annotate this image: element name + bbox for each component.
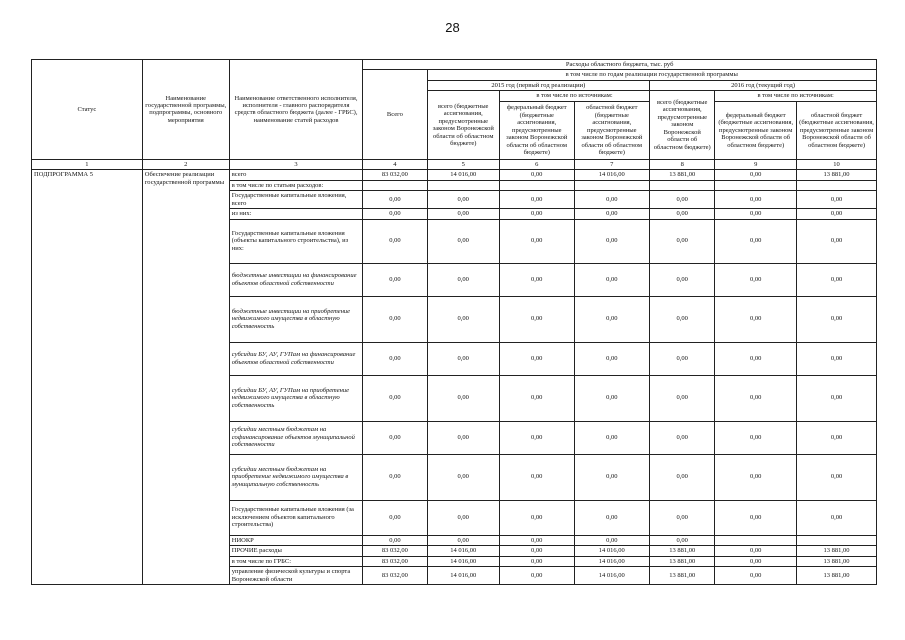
value-cell: 0,00 bbox=[363, 209, 427, 219]
value-cell: 0,00 bbox=[363, 421, 427, 454]
value-cell: 0,00 bbox=[797, 263, 877, 296]
value-cell bbox=[427, 180, 499, 190]
value-cell: 0,00 bbox=[650, 342, 715, 375]
value-cell: 13 881,00 bbox=[797, 170, 877, 180]
value-cell: 14 016,00 bbox=[427, 567, 499, 585]
status-cell: ПОДПРОГРАММА 5 bbox=[32, 170, 143, 585]
value-cell: 0,00 bbox=[797, 421, 877, 454]
value-cell bbox=[574, 180, 650, 190]
value-cell: 0,00 bbox=[715, 191, 797, 209]
value-cell: 13 881,00 bbox=[650, 546, 715, 556]
value-cell: 0,00 bbox=[363, 454, 427, 500]
value-cell: 0,00 bbox=[715, 556, 797, 566]
value-cell: 0,00 bbox=[499, 567, 574, 585]
value-cell: 0,00 bbox=[715, 546, 797, 556]
header-year-2015: 2015 год (первый год реализации) bbox=[427, 80, 650, 90]
row-label: субсидии БУ, АУ, ГУПам на финансирование объектов областной собственности bbox=[229, 342, 363, 375]
value-cell: 0,00 bbox=[797, 209, 877, 219]
value-cell: 0,00 bbox=[574, 219, 650, 263]
value-cell: 0,00 bbox=[427, 454, 499, 500]
row-label: бюджетные инвестиции на финансирование объектов областной собственности bbox=[229, 263, 363, 296]
value-cell: 0,00 bbox=[363, 263, 427, 296]
value-cell: 0,00 bbox=[715, 375, 797, 421]
value-cell: 0,00 bbox=[499, 191, 574, 209]
value-cell: 0,00 bbox=[574, 263, 650, 296]
value-cell: 0,00 bbox=[715, 263, 797, 296]
value-cell: 83 032,00 bbox=[363, 170, 427, 180]
value-cell: 0,00 bbox=[797, 219, 877, 263]
value-cell: 0,00 bbox=[650, 500, 715, 535]
value-cell: 0,00 bbox=[499, 342, 574, 375]
value-cell: 0,00 bbox=[797, 454, 877, 500]
value-cell: 0,00 bbox=[427, 421, 499, 454]
value-cell: 14 016,00 bbox=[574, 170, 650, 180]
value-cell: 0,00 bbox=[650, 209, 715, 219]
value-cell: 0,00 bbox=[650, 375, 715, 421]
colnum: 9 bbox=[715, 159, 797, 169]
value-cell: 0,00 bbox=[363, 500, 427, 535]
value-cell: 0,00 bbox=[499, 546, 574, 556]
value-cell: 0,00 bbox=[715, 421, 797, 454]
value-cell: 0,00 bbox=[574, 375, 650, 421]
value-cell: 0,00 bbox=[363, 219, 427, 263]
value-cell: 0,00 bbox=[427, 375, 499, 421]
header-y2-fed: федеральный бюджет (бюджетные ассигнования, предусмотренные законом Воронежской области об областном бюджете) bbox=[715, 101, 797, 159]
value-cell: 0,00 bbox=[715, 454, 797, 500]
value-cell: 0,00 bbox=[574, 296, 650, 342]
value-cell: 14 016,00 bbox=[427, 546, 499, 556]
header-expenses: Расходы областного бюджета, тыс. руб bbox=[363, 60, 877, 70]
colnum: 6 bbox=[499, 159, 574, 169]
value-cell: 0,00 bbox=[363, 342, 427, 375]
value-cell: 83 032,00 bbox=[363, 556, 427, 566]
row-label: в том числе по ГРБС: bbox=[229, 556, 363, 566]
value-cell: 14 016,00 bbox=[574, 567, 650, 585]
value-cell: 0,00 bbox=[715, 342, 797, 375]
value-cell: 0,00 bbox=[499, 375, 574, 421]
colnum: 3 bbox=[229, 159, 363, 169]
value-cell: 83 032,00 bbox=[363, 546, 427, 556]
header-executor: Наименование ответственного исполнителя, исполнителя - главного распорядителя средств областного бюджета (далее - ГРБС), наименование статей расходов bbox=[229, 60, 363, 160]
colnum: 1 bbox=[32, 159, 143, 169]
value-cell: 0,00 bbox=[427, 263, 499, 296]
budget-table bbox=[31, 59, 877, 585]
value-cell: 0,00 bbox=[427, 219, 499, 263]
value-cell: 0,00 bbox=[715, 209, 797, 219]
value-cell: 0,00 bbox=[363, 296, 427, 342]
header-total: Всего bbox=[363, 70, 427, 159]
value-cell: 0,00 bbox=[715, 170, 797, 180]
value-cell: 13 881,00 bbox=[797, 556, 877, 566]
value-cell: 13 881,00 bbox=[650, 556, 715, 566]
value-cell: 0,00 bbox=[574, 209, 650, 219]
value-cell: 0,00 bbox=[715, 296, 797, 342]
value-cell: 0,00 bbox=[715, 567, 797, 585]
value-cell bbox=[650, 180, 715, 190]
value-cell: 0,00 bbox=[797, 296, 877, 342]
value-cell: 14 016,00 bbox=[574, 556, 650, 566]
value-cell: 0,00 bbox=[715, 500, 797, 535]
value-cell: 0,00 bbox=[797, 375, 877, 421]
value-cell: 0,00 bbox=[499, 421, 574, 454]
value-cell: 14 016,00 bbox=[427, 556, 499, 566]
value-cell: 0,00 bbox=[499, 263, 574, 296]
row-label: Государственные капитальные вложения, всего bbox=[229, 191, 363, 209]
row-label: управление физической культуры и спорта Воронежской области bbox=[229, 567, 363, 585]
value-cell: 14 016,00 bbox=[574, 546, 650, 556]
value-cell: 0,00 bbox=[427, 535, 499, 545]
value-cell: 0,00 bbox=[797, 191, 877, 209]
value-cell: 0,00 bbox=[650, 296, 715, 342]
row-label: субсидии БУ, АУ, ГУПам на приобретение недвижимого имущества в областную собственность bbox=[229, 375, 363, 421]
row-label: в том числе по статьям расходов: bbox=[229, 180, 363, 190]
value-cell: 0,00 bbox=[499, 500, 574, 535]
value-cell: 0,00 bbox=[499, 170, 574, 180]
header-year-2016: 2016 год (текущий год) bbox=[650, 80, 877, 90]
row-label: НИОКР bbox=[229, 535, 363, 545]
value-cell: 0,00 bbox=[363, 535, 427, 545]
header-y2-all: всего (бюджетные ассигнования, предусмотренные законом Воронежской области об областном бюджете) bbox=[650, 91, 715, 159]
colnum: 2 bbox=[142, 159, 229, 169]
colnum: 5 bbox=[427, 159, 499, 169]
value-cell bbox=[715, 180, 797, 190]
header-by-years: в том числе по годам реализации государственной программы bbox=[427, 70, 877, 80]
value-cell: 0,00 bbox=[499, 535, 574, 545]
value-cell: 0,00 bbox=[499, 219, 574, 263]
value-cell bbox=[715, 535, 797, 545]
value-cell bbox=[797, 180, 877, 190]
value-cell: 0,00 bbox=[650, 535, 715, 545]
value-cell: 0,00 bbox=[499, 556, 574, 566]
header-y1-fed: федеральный бюджет (бюджетные ассигнования, предусмотренные законом Воронежской области об областном бюджете) bbox=[499, 101, 574, 159]
value-cell: 0,00 bbox=[715, 219, 797, 263]
value-cell: 0,00 bbox=[574, 535, 650, 545]
value-cell: 0,00 bbox=[650, 454, 715, 500]
value-cell: 0,00 bbox=[427, 500, 499, 535]
header-y1-sources: в том числе по источникам: bbox=[499, 91, 649, 101]
header-y2-sources: в том числе по источникам: bbox=[715, 91, 877, 101]
value-cell: 14 016,00 bbox=[427, 170, 499, 180]
header-status: Статус bbox=[32, 60, 143, 160]
value-cell: 0,00 bbox=[650, 219, 715, 263]
value-cell: 0,00 bbox=[427, 296, 499, 342]
value-cell: 0,00 bbox=[797, 342, 877, 375]
value-cell: 0,00 bbox=[574, 421, 650, 454]
table-row bbox=[32, 170, 877, 180]
value-cell: 0,00 bbox=[574, 191, 650, 209]
header-y1-all: всего (бюджетные ассигнования, предусмотренные законом Воронежской области об областном бюджете) bbox=[427, 91, 499, 159]
value-cell: 13 881,00 bbox=[797, 567, 877, 585]
value-cell: 0,00 bbox=[650, 421, 715, 454]
page-number: 28 bbox=[445, 20, 460, 35]
colnum: 4 bbox=[363, 159, 427, 169]
colnum: 8 bbox=[650, 159, 715, 169]
value-cell: 0,00 bbox=[650, 263, 715, 296]
value-cell: 0,00 bbox=[574, 500, 650, 535]
value-cell: 13 881,00 bbox=[797, 546, 877, 556]
row-label: Государственные капитальные вложения (за исключением объектов капитального строительства) bbox=[229, 500, 363, 535]
header-y1-reg: областной бюджет (бюджетные ассигнования, предусмотренные законом Воронежской области об областном бюджете) bbox=[574, 101, 650, 159]
value-cell: 0,00 bbox=[574, 454, 650, 500]
row-label: из них: bbox=[229, 209, 363, 219]
value-cell: 0,00 bbox=[427, 342, 499, 375]
value-cell: 13 881,00 bbox=[650, 567, 715, 585]
header-program: Наименование государственной программы, подпрограммы, основного мероприятия bbox=[142, 60, 229, 160]
value-cell bbox=[499, 180, 574, 190]
value-cell: 0,00 bbox=[650, 191, 715, 209]
row-label: бюджетные инвестиции на приобретение недвижимого имущества в областную собственность bbox=[229, 296, 363, 342]
value-cell: 0,00 bbox=[363, 375, 427, 421]
row-label: субсидии местным бюджетам на приобретение недвижимого имущества в муниципальную собственность bbox=[229, 454, 363, 500]
row-label: субсидии местным бюджетам на софинансирование объектов муниципальной собственности bbox=[229, 421, 363, 454]
row-label: всего bbox=[229, 170, 363, 180]
value-cell: 0,00 bbox=[797, 500, 877, 535]
program-name-cell: Обеспечение реализации государственной программы bbox=[142, 170, 229, 585]
header-y2-reg: областной бюджет (бюджетные ассигнования, предусмотренные законом Воронежской области об областном бюджете) bbox=[797, 101, 877, 159]
value-cell: 0,00 bbox=[499, 454, 574, 500]
value-cell: 0,00 bbox=[574, 342, 650, 375]
value-cell: 0,00 bbox=[499, 296, 574, 342]
value-cell bbox=[797, 535, 877, 545]
value-cell: 0,00 bbox=[427, 209, 499, 219]
value-cell: 83 032,00 bbox=[363, 567, 427, 585]
row-label: Государственные капитальные вложения (объекты капитального строительства), из них: bbox=[229, 219, 363, 263]
value-cell: 0,00 bbox=[499, 209, 574, 219]
colnum: 10 bbox=[797, 159, 877, 169]
row-label: ПРОЧИЕ расходы bbox=[229, 546, 363, 556]
value-cell: 13 881,00 bbox=[650, 170, 715, 180]
value-cell: 0,00 bbox=[363, 191, 427, 209]
value-cell bbox=[363, 180, 427, 190]
value-cell: 0,00 bbox=[427, 191, 499, 209]
colnum: 7 bbox=[574, 159, 650, 169]
